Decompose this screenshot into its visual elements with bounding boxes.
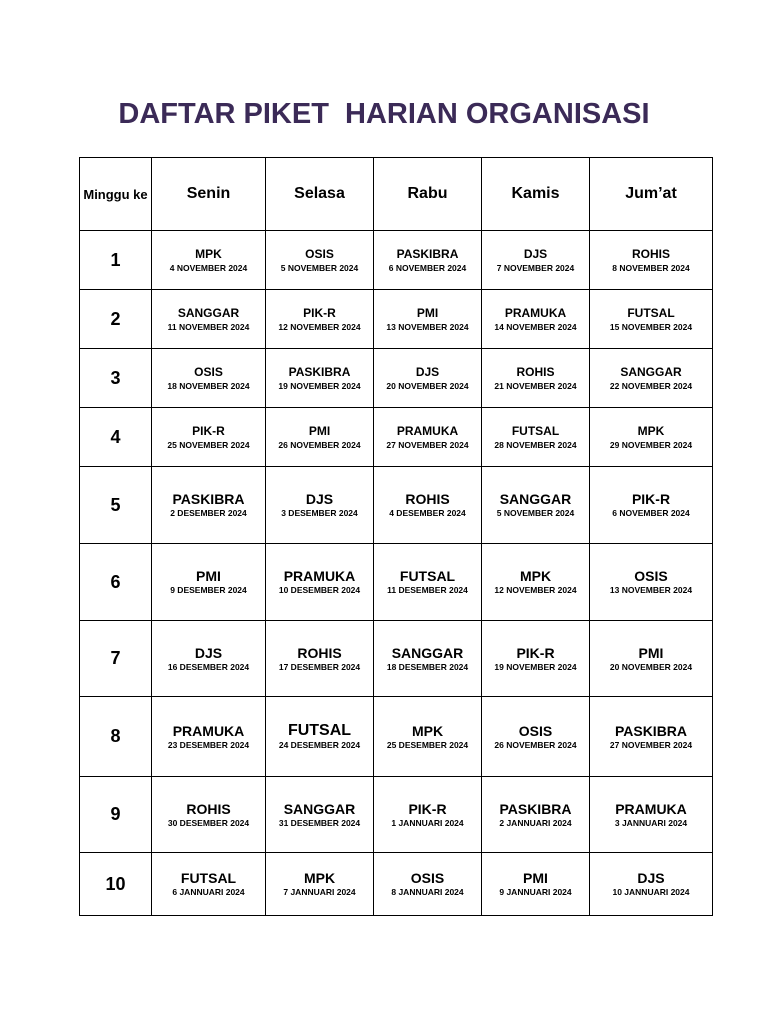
schedule-cell xyxy=(590,697,713,777)
duty-date: 6 NOVEMBER 2024 xyxy=(388,263,467,273)
schedule-cell xyxy=(374,290,482,349)
table-row xyxy=(80,408,713,467)
duty-date: 5 NOVEMBER 2024 xyxy=(280,263,359,273)
duty-date: 24 DESEMBER 2024 xyxy=(278,739,361,750)
table-row xyxy=(80,697,713,777)
schedule-cell xyxy=(374,621,482,697)
schedule-cell xyxy=(374,544,482,621)
duty-date: 10 JANNUARI 2024 xyxy=(612,887,690,897)
duty-date: 8 JANNUARI 2024 xyxy=(391,887,464,897)
schedule-cell xyxy=(266,544,374,621)
schedule-cell xyxy=(152,349,266,408)
table-row xyxy=(80,349,713,408)
duty-date: 5 NOVEMBER 2024 xyxy=(496,508,575,518)
duty-date: 7 JANNUARI 2024 xyxy=(283,887,356,897)
organization-name: PMI xyxy=(416,306,439,320)
schedule-table xyxy=(79,157,713,916)
organization-name: PMI xyxy=(308,424,331,438)
week-number: 5 xyxy=(80,467,152,544)
header-day: Kamis xyxy=(482,158,590,231)
duty-date: 11 NOVEMBER 2024 xyxy=(167,322,250,332)
schedule-cell xyxy=(590,290,713,349)
duty-date: 20 NOVEMBER 2024 xyxy=(609,661,693,672)
organization-name: PRAMUKA xyxy=(172,722,245,739)
schedule-cell xyxy=(152,467,266,544)
duty-date: 18 NOVEMBER 2024 xyxy=(167,381,250,391)
organization-name: PRAMUKA xyxy=(283,568,356,584)
duty-date: 2 JANNUARI 2024 xyxy=(499,817,572,828)
organization-name: PRAMUKA xyxy=(504,306,567,320)
schedule-cell xyxy=(266,349,374,408)
schedule-cell xyxy=(590,544,713,621)
week-number: 6 xyxy=(80,544,152,621)
duty-date: 13 NOVEMBER 2024 xyxy=(386,322,469,332)
duty-date: 29 NOVEMBER 2024 xyxy=(609,440,693,450)
organization-name: OSIS xyxy=(410,870,445,886)
organization-name: FUTSAL xyxy=(511,424,560,438)
organization-name: MPK xyxy=(195,247,222,261)
duty-date: 18 DESEMBER 2024 xyxy=(386,661,469,672)
organization-name: PIK-R xyxy=(516,644,555,661)
schedule-cell xyxy=(152,853,266,916)
duty-date: 31 DESEMBER 2024 xyxy=(278,817,361,828)
schedule-cell xyxy=(152,544,266,621)
organization-name: DJS xyxy=(415,365,440,379)
organization-name: DJS xyxy=(305,491,334,507)
duty-date: 9 JANNUARI 2024 xyxy=(499,887,572,897)
organization-name: DJS xyxy=(194,644,223,661)
organization-name: PIK-R xyxy=(631,491,671,507)
organization-name: PASKIBRA xyxy=(288,365,351,379)
duty-date: 10 DESEMBER 2024 xyxy=(278,585,361,595)
duty-date: 1 JANNUARI 2024 xyxy=(391,817,464,828)
organization-name: PASKIBRA xyxy=(396,247,459,261)
duty-date: 28 NOVEMBER 2024 xyxy=(494,440,577,450)
schedule-cell xyxy=(152,231,266,290)
schedule-cell xyxy=(482,621,590,697)
table-row xyxy=(80,777,713,853)
duty-date: 3 JANNUARI 2024 xyxy=(614,817,688,828)
duty-date: 3 DESEMBER 2024 xyxy=(281,508,358,518)
header-week: Minggu ke xyxy=(80,158,152,231)
table-row xyxy=(80,544,713,621)
organization-name: PMI xyxy=(523,870,548,886)
organization-name: OSIS xyxy=(634,568,668,584)
duty-date: 25 NOVEMBER 2024 xyxy=(167,440,250,450)
schedule-cell xyxy=(374,408,482,467)
schedule-cell xyxy=(590,853,713,916)
organization-name: MPK xyxy=(637,424,665,438)
duty-date: 23 DESEMBER 2024 xyxy=(167,739,250,750)
organization-name: PMI xyxy=(638,644,664,661)
duty-date: 12 NOVEMBER 2024 xyxy=(278,322,361,332)
organization-name: OSIS xyxy=(305,247,334,261)
organization-name: ROHIS xyxy=(186,800,231,817)
schedule-cell xyxy=(482,231,590,290)
organization-name: SANGGAR xyxy=(177,306,240,320)
duty-date: 13 NOVEMBER 2024 xyxy=(609,585,693,595)
duty-date: 25 DESEMBER 2024 xyxy=(386,739,469,750)
organization-name: DJS xyxy=(637,870,665,886)
duty-date: 20 NOVEMBER 2024 xyxy=(386,381,469,391)
table-row xyxy=(80,290,713,349)
schedule-cell xyxy=(590,349,713,408)
schedule-cell xyxy=(374,853,482,916)
organization-name: FUTSAL xyxy=(399,568,456,584)
duty-date: 19 NOVEMBER 2024 xyxy=(494,661,577,672)
organization-name: PIK-R xyxy=(303,306,336,320)
organization-name: PASKIBRA xyxy=(499,800,572,817)
organization-name: PRAMUKA xyxy=(396,424,459,438)
duty-date: 26 NOVEMBER 2024 xyxy=(494,739,577,750)
duty-date: 6 JANNUARI 2024 xyxy=(172,887,245,897)
schedule-cell xyxy=(152,621,266,697)
schedule-cell xyxy=(374,349,482,408)
organization-name: OSIS xyxy=(194,365,223,379)
table-row xyxy=(80,467,713,544)
organization-name: ROHIS xyxy=(631,247,670,261)
schedule-cell xyxy=(152,408,266,467)
organization-name: SANGGAR xyxy=(499,491,572,507)
organization-name: SANGGAR xyxy=(391,644,464,661)
duty-date: 27 NOVEMBER 2024 xyxy=(386,440,469,450)
organization-name: ROHIS xyxy=(516,365,555,379)
schedule-cell xyxy=(482,349,590,408)
organization-name: ROHIS xyxy=(405,491,450,507)
organization-name: SANGGAR xyxy=(620,365,682,379)
header-day: Rabu xyxy=(374,158,482,231)
schedule-cell xyxy=(152,697,266,777)
duty-date: 7 NOVEMBER 2024 xyxy=(496,263,575,273)
duty-date: 11 DESEMBER 2024 xyxy=(387,585,468,595)
schedule-cell xyxy=(374,697,482,777)
organization-name: FUTSAL xyxy=(287,721,352,739)
week-number: 7 xyxy=(80,621,152,697)
week-number: 8 xyxy=(80,697,152,777)
table-row xyxy=(80,231,713,290)
schedule-cell xyxy=(266,777,374,853)
organization-name: PASKIBRA xyxy=(172,491,245,507)
duty-date: 14 NOVEMBER 2024 xyxy=(494,322,577,332)
header-day: Jum’at xyxy=(590,158,713,231)
duty-date: 17 DESEMBER 2024 xyxy=(278,661,361,672)
schedule-cell xyxy=(374,231,482,290)
duty-date: 26 NOVEMBER 2024 xyxy=(278,440,361,450)
schedule-cell xyxy=(266,290,374,349)
schedule-cell xyxy=(590,621,713,697)
week-number: 1 xyxy=(80,231,152,290)
schedule-cell xyxy=(482,408,590,467)
organization-name: FUTSAL xyxy=(627,306,675,320)
schedule-cell xyxy=(482,853,590,916)
schedule-cell xyxy=(266,467,374,544)
schedule-cell xyxy=(152,290,266,349)
table-row xyxy=(80,621,713,697)
organization-name: PRAMUKA xyxy=(615,800,687,817)
schedule-cell xyxy=(152,777,266,853)
duty-date: 6 NOVEMBER 2024 xyxy=(612,508,690,518)
week-number: 2 xyxy=(80,290,152,349)
duty-date: 22 NOVEMBER 2024 xyxy=(609,381,693,391)
schedule-cell xyxy=(482,544,590,621)
organization-name: PIK-R xyxy=(408,800,447,817)
schedule-cell xyxy=(266,621,374,697)
page-title: DAFTAR PIKET HARIAN ORGANISASI xyxy=(118,98,650,130)
table-row xyxy=(80,853,713,916)
organization-name: MPK xyxy=(303,870,336,886)
duty-date: 4 DESEMBER 2024 xyxy=(389,508,466,518)
duty-date: 2 DESEMBER 2024 xyxy=(170,508,247,518)
organization-name: MPK xyxy=(411,722,444,739)
duty-date: 27 NOVEMBER 2024 xyxy=(609,739,693,750)
organization-name: PASKIBRA xyxy=(614,722,688,739)
organization-name: MPK xyxy=(519,568,552,584)
duty-date: 19 NOVEMBER 2024 xyxy=(278,381,361,391)
header-day: Selasa xyxy=(266,158,374,231)
schedule-cell xyxy=(482,777,590,853)
organization-name: DJS xyxy=(523,247,548,261)
duty-date: 12 NOVEMBER 2024 xyxy=(494,585,577,595)
schedule-cell xyxy=(590,408,713,467)
schedule-cell xyxy=(266,697,374,777)
schedule-cell xyxy=(482,290,590,349)
organization-name: OSIS xyxy=(518,722,553,739)
schedule-cell xyxy=(266,853,374,916)
organization-name: PIK-R xyxy=(192,424,225,438)
schedule-cell xyxy=(482,697,590,777)
schedule-cell xyxy=(266,408,374,467)
header-row xyxy=(80,158,713,231)
schedule-cell xyxy=(374,467,482,544)
duty-date: 16 DESEMBER 2024 xyxy=(167,661,250,672)
schedule-cell xyxy=(266,231,374,290)
duty-date: 4 NOVEMBER 2024 xyxy=(169,263,248,273)
week-number: 10 xyxy=(80,853,152,916)
schedule-cell xyxy=(482,467,590,544)
week-number: 9 xyxy=(80,777,152,853)
duty-date: 9 DESEMBER 2024 xyxy=(170,585,247,595)
header-day: Senin xyxy=(152,158,266,231)
schedule-cell xyxy=(590,467,713,544)
week-number: 3 xyxy=(80,349,152,408)
organization-name: SANGGAR xyxy=(283,800,356,817)
duty-date: 8 NOVEMBER 2024 xyxy=(612,263,690,273)
schedule-cell xyxy=(374,777,482,853)
organization-name: FUTSAL xyxy=(180,870,237,886)
duty-date: 15 NOVEMBER 2024 xyxy=(609,322,693,332)
organization-name: PMI xyxy=(196,568,221,584)
duty-date: 30 DESEMBER 2024 xyxy=(167,817,250,828)
organization-name: ROHIS xyxy=(297,644,342,661)
schedule-cell xyxy=(590,777,713,853)
duty-date: 21 NOVEMBER 2024 xyxy=(494,381,577,391)
schedule-cell xyxy=(590,231,713,290)
week-number: 4 xyxy=(80,408,152,467)
